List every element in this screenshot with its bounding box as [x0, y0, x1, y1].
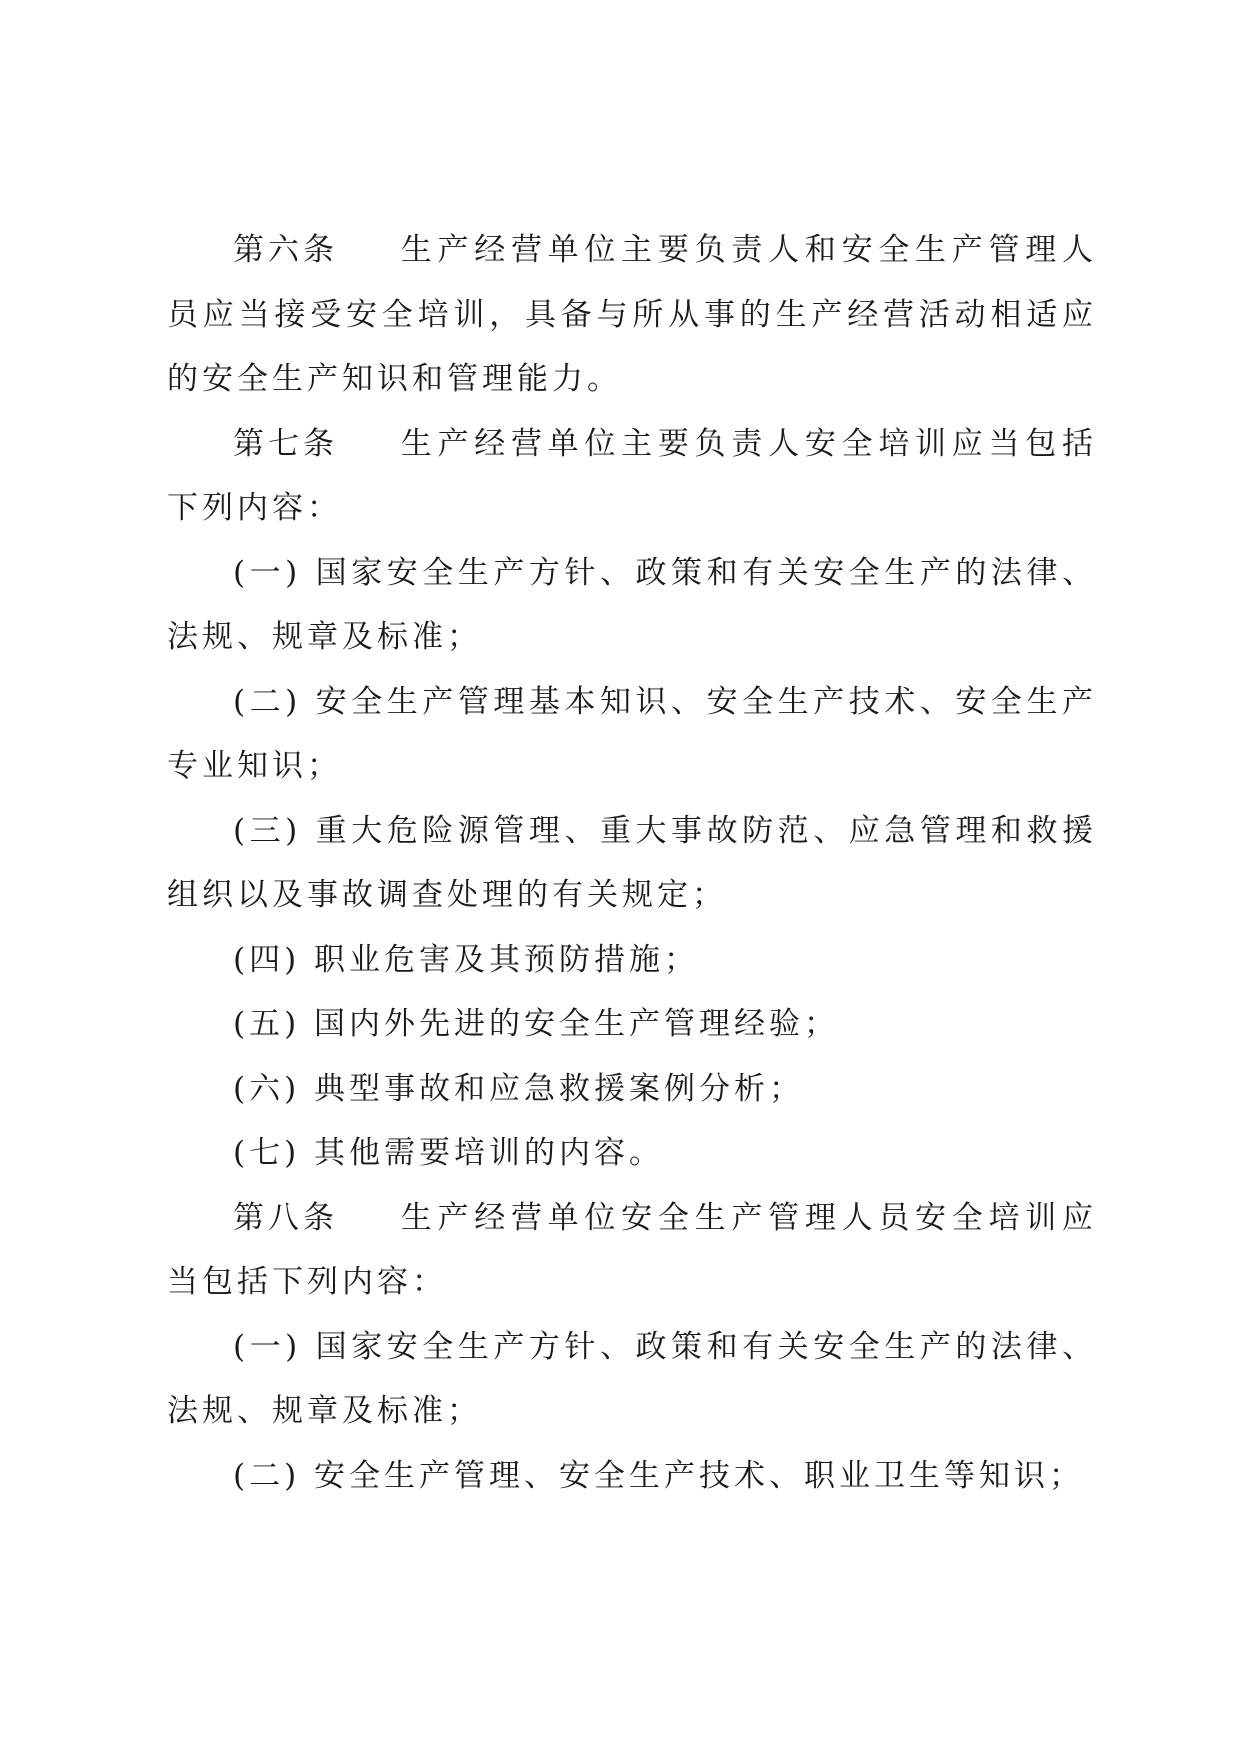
list-item: [167, 670, 1097, 799]
list-item: [167, 541, 1097, 670]
list-item: [167, 799, 1097, 928]
list-item-text: (二) 安全生产管理、安全生产技术、职业卫生等知识；: [233, 1457, 1085, 1494]
article-number: 第八条: [233, 1199, 338, 1236]
list-item: [167, 992, 1097, 1057]
list-item: [167, 928, 1097, 993]
list-item: [167, 1315, 1097, 1444]
article-6-paragraph: [167, 218, 1097, 412]
list-item-text: (一) 国家安全生产方针、政策和有关安全生产的法律、法规、规章及标准；: [167, 554, 1097, 655]
article-number: 第七条: [233, 425, 338, 462]
list-item: [167, 1057, 1097, 1122]
list-item-text: (七) 其他需要培训的内容。: [233, 1135, 665, 1171]
document-body: [167, 218, 1097, 1508]
list-item: [167, 1121, 1097, 1186]
article-8-paragraph: [167, 1186, 1097, 1315]
article-number: 第六条: [233, 232, 338, 268]
paragraph-text: 生产经营单位安全生产管理人员安全培训应当包括下列内容：: [167, 1199, 1097, 1300]
article-7-paragraph: [167, 412, 1097, 541]
paragraph-text: 生产经营单位主要负责人和安全生产管理人员应当接受安全培训，具备与所从事的生产经营活动相适应的安全生产知识和管理能力。: [167, 232, 1097, 397]
list-item-text: (一) 国家安全生产方针、政策和有关安全生产的法律、法规、规章及标准；: [167, 1328, 1097, 1429]
paragraph-text: 生产经营单位主要负责人安全培训应当包括下列内容：: [167, 425, 1097, 526]
list-item-text: (五) 国内外先进的安全生产管理经验；: [233, 1006, 840, 1042]
list-item: [167, 1444, 1097, 1509]
list-item-text: (六) 典型事故和应急救援案例分析；: [233, 1070, 805, 1107]
list-item-text: (三) 重大危险源管理、重大事故防范、应急管理和救援组织以及事故调查处理的有关规定；: [167, 812, 1097, 913]
list-item-text: (四) 职业危害及其预防措施；: [233, 941, 700, 978]
list-item-text: (二) 安全生产管理基本知识、安全生产技术、安全生产专业知识；: [167, 683, 1097, 784]
